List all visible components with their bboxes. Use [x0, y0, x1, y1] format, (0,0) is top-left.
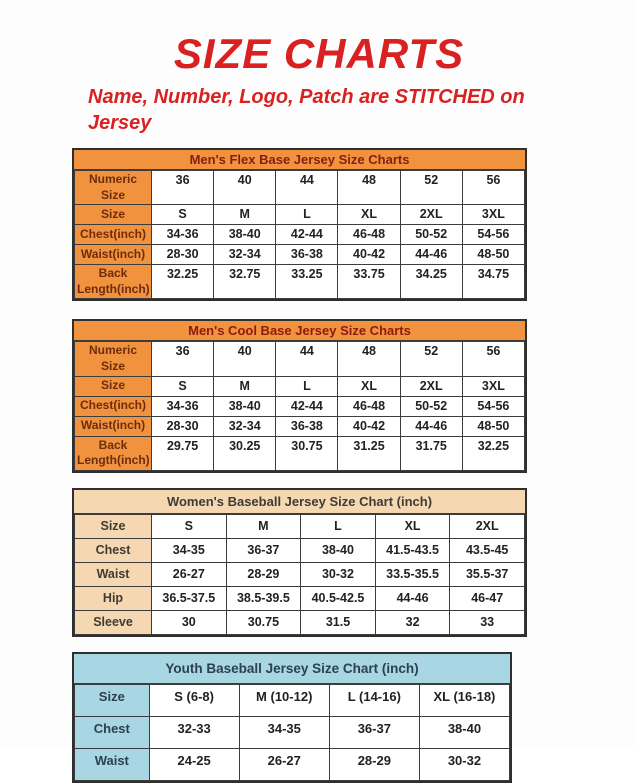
size-cell: 28-29 [226, 562, 301, 586]
table-row [75, 396, 525, 416]
table-row [75, 245, 525, 265]
size-cell: 40-42 [338, 416, 400, 436]
size-cell: 34-35 [152, 538, 227, 562]
size-cell: 28-29 [329, 748, 419, 780]
size-cell: S [152, 205, 214, 225]
size-cell: 36.5-37.5 [152, 586, 227, 610]
size-cell: 48-50 [462, 416, 524, 436]
size-cell: 38-40 [214, 225, 276, 245]
size-cell: M [214, 376, 276, 396]
size-cell: 34-36 [152, 225, 214, 245]
size-cell: 30.75 [226, 610, 301, 634]
size-cell: L [301, 514, 376, 538]
table-row [75, 610, 525, 634]
table-row [75, 376, 525, 396]
size-cell: 44-46 [375, 586, 450, 610]
size-cell: 44 [276, 171, 338, 205]
size-cell: 46-47 [450, 586, 525, 610]
size-cell: 48 [338, 171, 400, 205]
size-cell: 36 [152, 342, 214, 376]
size-cell: 48-50 [462, 245, 524, 265]
size-cell: 40 [214, 171, 276, 205]
size-cell: 2XL [450, 514, 525, 538]
row-header: Size [75, 514, 152, 538]
table-row [75, 436, 525, 470]
table-row [75, 684, 510, 716]
size-cell: 36-37 [329, 716, 419, 748]
size-cell: 38-40 [214, 396, 276, 416]
size-cell: 33.75 [338, 265, 400, 299]
size-cell: 36 [152, 171, 214, 205]
size-cell: 36-38 [276, 416, 338, 436]
size-grid [74, 514, 525, 635]
size-cell: 34.25 [400, 265, 462, 299]
size-cell: 32 [375, 610, 450, 634]
size-cell: 28-30 [152, 245, 214, 265]
row-header: Chest [75, 538, 152, 562]
size-cell: 50-52 [400, 225, 462, 245]
size-cell: XL [338, 205, 400, 225]
size-cell: L [276, 205, 338, 225]
size-cell: XL [375, 514, 450, 538]
size-cell: 36-38 [276, 245, 338, 265]
row-header: Size [75, 376, 152, 396]
size-cell: 2XL [400, 205, 462, 225]
size-cell: 2XL [400, 376, 462, 396]
size-cell: 28-30 [152, 416, 214, 436]
size-cell: 32.75 [214, 265, 276, 299]
size-cell: 34-35 [239, 716, 329, 748]
table-row [75, 562, 525, 586]
size-cell: 40.5-42.5 [301, 586, 376, 610]
size-cell: 48 [338, 342, 400, 376]
mens-cool-base-size-table [72, 319, 527, 472]
row-header: Numeric Size [75, 171, 152, 205]
size-cell: S (6-8) [149, 684, 239, 716]
size-cell: 56 [462, 342, 524, 376]
size-cell: S [152, 514, 227, 538]
size-cell: XL (16-18) [419, 684, 509, 716]
size-cell: 32-34 [214, 245, 276, 265]
size-grid [74, 341, 525, 470]
page-title: SIZE CHARTS [173, 30, 465, 77]
table-row [75, 748, 510, 780]
size-cell: 31.25 [338, 436, 400, 470]
size-cell: L (14-16) [329, 684, 419, 716]
size-cell: L [276, 376, 338, 396]
size-cell: 32-34 [214, 416, 276, 436]
table-row [75, 342, 525, 376]
size-cell: 30 [152, 610, 227, 634]
row-header: Chest(inch) [75, 225, 152, 245]
row-header: Chest(inch) [75, 396, 152, 416]
size-cell: 56 [462, 171, 524, 205]
size-cell: 3XL [462, 376, 524, 396]
size-cell: 42-44 [276, 396, 338, 416]
size-cell: 32.25 [152, 265, 214, 299]
size-cell: 31.75 [400, 436, 462, 470]
size-cell: 52 [400, 171, 462, 205]
size-cell: 46-48 [338, 396, 400, 416]
size-cell: 46-48 [338, 225, 400, 245]
size-cell: 42-44 [276, 225, 338, 245]
table-row [75, 416, 525, 436]
size-cell: 31.5 [301, 610, 376, 634]
size-cell: 30.25 [214, 436, 276, 470]
mens-flex-base-size-table [72, 148, 527, 301]
row-header: Chest [75, 716, 150, 748]
row-header: Waist [75, 562, 152, 586]
table-row [75, 171, 525, 205]
size-cell: 33.25 [276, 265, 338, 299]
size-cell: 26-27 [152, 562, 227, 586]
size-cell: XL [338, 376, 400, 396]
size-cell: 32-33 [149, 716, 239, 748]
size-cell: 38-40 [419, 716, 509, 748]
row-header: Sleeve [75, 610, 152, 634]
table-row [75, 205, 525, 225]
table-title: Women's Baseball Jersey Size Chart (inch) [74, 490, 525, 514]
row-header: Numeric Size [75, 342, 152, 376]
size-cell: 30.75 [276, 436, 338, 470]
size-grid [74, 684, 510, 781]
tables-area [72, 148, 638, 783]
size-cell: 34.75 [462, 265, 524, 299]
row-header: Waist(inch) [75, 416, 152, 436]
size-cell: M [214, 205, 276, 225]
table-row [75, 265, 525, 299]
size-cell: 24-25 [149, 748, 239, 780]
table-row [75, 716, 510, 748]
size-grid [74, 170, 525, 299]
size-cell: 35.5-37 [450, 562, 525, 586]
table-row [75, 586, 525, 610]
table-title: Youth Baseball Jersey Size Chart (inch) [74, 654, 510, 684]
size-cell: 36-37 [226, 538, 301, 562]
row-header: Waist [75, 748, 150, 780]
womens-baseball-size-table [72, 488, 527, 637]
size-cell: 50-52 [400, 396, 462, 416]
size-cell: 43.5-45 [450, 538, 525, 562]
size-cell: 38.5-39.5 [226, 586, 301, 610]
size-cell: 38-40 [301, 538, 376, 562]
table-title: Men's Cool Base Jersey Size Charts [74, 321, 525, 341]
size-cell: 54-56 [462, 225, 524, 245]
size-cell: 29.75 [152, 436, 214, 470]
size-cell: 44 [276, 342, 338, 376]
size-cell: 33.5-35.5 [375, 562, 450, 586]
size-cell: 26-27 [239, 748, 329, 780]
size-cell: 54-56 [462, 396, 524, 416]
row-header: Back Length(inch) [75, 265, 152, 299]
youth-baseball-size-table [72, 652, 512, 783]
size-cell: S [152, 376, 214, 396]
size-cell: 52 [400, 342, 462, 376]
size-cell: 40 [214, 342, 276, 376]
size-cell: 3XL [462, 205, 524, 225]
row-header: Waist(inch) [75, 245, 152, 265]
row-header: Size [75, 684, 150, 716]
size-cell: 33 [450, 610, 525, 634]
size-cell: 34-36 [152, 396, 214, 416]
size-cell: 41.5-43.5 [375, 538, 450, 562]
size-cell: 44-46 [400, 245, 462, 265]
size-cell: 30-32 [301, 562, 376, 586]
size-cell: 40-42 [338, 245, 400, 265]
size-cell: 30-32 [419, 748, 509, 780]
table-row [75, 538, 525, 562]
size-cell: M [226, 514, 301, 538]
page-subtitle: Name, Number, Logo, Patch are STITCHED on Jersey [88, 86, 525, 134]
size-cell: 32.25 [462, 436, 524, 470]
table-row [75, 225, 525, 245]
row-header: Hip [75, 586, 152, 610]
size-cell: M (10-12) [239, 684, 329, 716]
table-title: Men's Flex Base Jersey Size Charts [74, 150, 525, 170]
size-cell: 44-46 [400, 416, 462, 436]
row-header: Back Length(inch) [75, 436, 152, 470]
table-row [75, 514, 525, 538]
row-header: Size [75, 205, 152, 225]
